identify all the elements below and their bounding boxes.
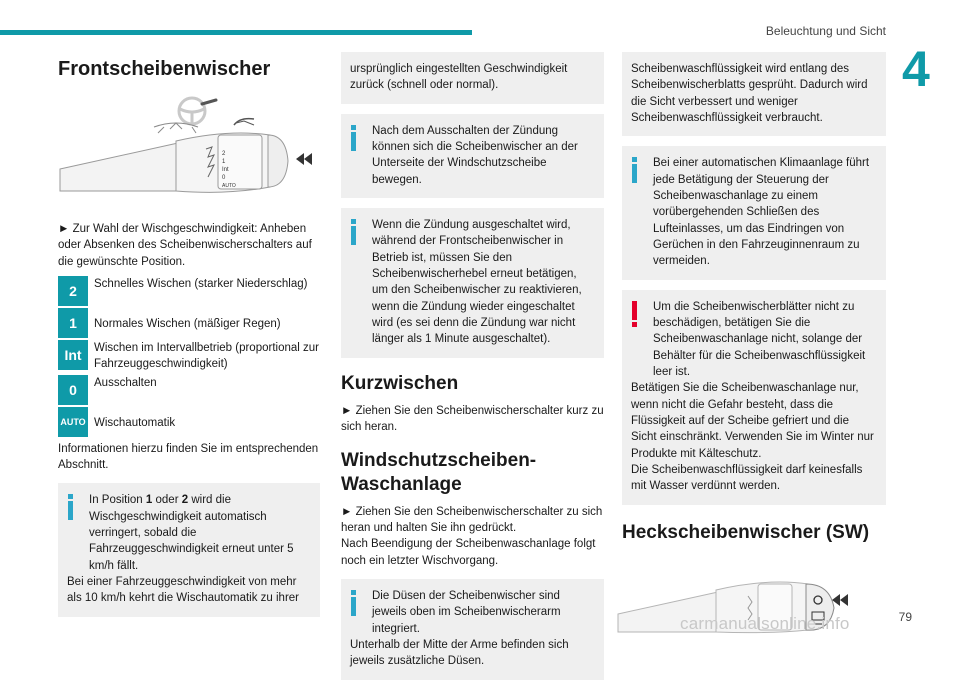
section-title-waschanlage: Windschutzscheiben-Waschanlage [341, 450, 537, 495]
page-number: 79 [898, 610, 912, 624]
info-icon [350, 219, 358, 245]
badge-int: Int [58, 340, 88, 370]
wiper-stalk-drawing [58, 91, 320, 211]
badge-2: 2 [58, 276, 88, 306]
legend-row-int [58, 340, 320, 373]
column-1 [58, 52, 320, 627]
info-icon [350, 125, 358, 151]
legend-row-auto [58, 407, 320, 437]
badge-0: 0 [58, 375, 88, 405]
warning-icon [631, 301, 639, 327]
warning-text: Um die Scheibenwischerblätter nicht zu beschädigen, betätigen Sie die Scheibenwaschanlage nicht, solange der Behälter für die Scheibenwaschflüssigkeit leer ist. [653, 300, 866, 378]
note-text: Die Düsen der Scheibenwischer sind jeweils oben im Scheibenwischerarm integriert. [372, 590, 561, 635]
note-text: ursprünglich eingestellten Geschwindigkeit zurück (schnell oder normal). [350, 63, 568, 92]
section-title-heckscheibenwischer: Heckscheibenwischer (SW) [622, 521, 870, 543]
note-text: In Position [89, 494, 146, 507]
info-icon [350, 590, 358, 616]
legend-text-auto: Wischautomatik [94, 416, 176, 429]
info-icon [631, 157, 639, 183]
header-accent-bar [0, 30, 472, 35]
note-continued [341, 52, 604, 104]
column-3 [622, 52, 886, 639]
info-text: Informationen hierzu finden Sie im entsprechenden Abschnitt. [58, 442, 319, 471]
note-nozzles [341, 579, 604, 680]
legend-row-2 [58, 276, 320, 306]
switch-label-0: 0 [222, 175, 226, 181]
note-text-line2: Bei einer Fahrzeuggeschwindigkeit von mehr als 10 km/h kehrt die Wischautomatik zu ihrer [67, 575, 300, 605]
intro-text: ► Zur Wahl der Wischgeschwindigkeit: Anheben oder Absenken des Scheibenwischerschalters auf die gewünschte Position. [58, 223, 312, 268]
note-speed [58, 483, 320, 616]
switch-label-auto: AUTO [222, 183, 236, 189]
note-text: wird die Wischgeschwindigkeit automatisch verringert, sobald die Fahrzeuggeschwindigkeit erneut unter 5 km/h fällt. [89, 494, 294, 572]
legend-text-1: Normales Wischen (mäßiger Regen) [94, 317, 281, 330]
note-spray [622, 52, 886, 136]
badge-1: 1 [58, 308, 88, 338]
column-2 [341, 52, 604, 690]
waschanlage-text-1: ► Ziehen Sie den Scheibenwischerschalter zu sich heran und halten Sie ihn gedrückt. [341, 505, 603, 535]
section-title-frontscheibenwischer: Frontscheibenwischer [58, 58, 271, 80]
legend-text-int: Wischen im Intervallbetrieb (proportional zur Fahrzeuggeschwindigkeit) [94, 341, 319, 371]
switch-label-2: 2 [222, 151, 226, 157]
note-text: Scheibenwaschflüssigkeit wird entlang des Scheibenwischerblatts gesprüht. Dadurch wird die Sicht verbessert und weniger Scheibenwaschflüssigkeit verbraucht. [631, 63, 868, 124]
note-text: Nach dem Ausschalten der Zündung können sich die Scheibenwischer an der Unterseite der Windschutzscheibe bewegen. [372, 124, 578, 186]
legend-row-0 [58, 375, 320, 405]
warning-text-2: Betätigen Sie die Scheibenwaschanlage nur, wenn nicht die Gefahr besteht, dass die Flüssigkeit auf der Scheibe gefriert und die Sicht einschränkt. Verwenden Sie im Winter nur Produkte mit Kälteschutz. [631, 382, 874, 460]
kurzwischen-text: ► Ziehen Sie den Scheibenwischerschalter kurz zu sich heran. [341, 404, 604, 434]
legend-text-2: Schnelles Wischen (starker Niederschlag) [94, 277, 308, 290]
switch-label-1: 1 [222, 159, 226, 165]
warning-washer [622, 290, 886, 505]
note-bold-1: 1 [145, 494, 153, 507]
chapter-number: 4 [902, 41, 930, 97]
info-icon [67, 494, 75, 520]
wiper-position-legend [58, 276, 320, 437]
waschanlage-text-2: Nach Beendigung der Scheibenwaschanlage folgt noch ein letzter Wischvorgang. [341, 538, 596, 567]
section-title-kurzwischen: Kurzwischen [341, 372, 459, 394]
note-ignition-off [341, 114, 604, 198]
note-text: Bei einer automatischen Klimaanlage führt jede Betätigung der Steuerung der Scheibenwaschanlage zu einem vorübergehenden Schließen des Lufteinlasses, um das Eindringen von Gerüchen in den Fahrzeuginnenraum zu vermeiden. [653, 157, 870, 268]
watermark-text: carmanualsonline.info [680, 614, 850, 633]
badge-auto: AUTO [58, 407, 88, 437]
warning-text-3: Die Scheibenwaschflüssigkeit darf keinesfalls mit Wasser verdünnt werden. [631, 463, 863, 493]
note-text: oder [152, 494, 182, 507]
note-text: Wenn die Zündung ausgeschaltet wird, während der Frontscheibenwischer in Betrieb ist, müssen Sie den Scheibenwischerhebel erneut betätigen, um den Scheibenwischer zu reaktivieren, wenn die Zündung wieder eingeschaltet wird (es sei denn die Zündung war nicht länger als 1 Minute ausgeschaltet). [372, 218, 582, 346]
section-header-title: Beleuchtung und Sicht [765, 24, 886, 38]
legend-text-0: Ausschalten [94, 376, 157, 389]
legend-row-1 [58, 308, 320, 338]
note-reactivate [341, 208, 604, 358]
note-bold-2: 2 [181, 494, 189, 507]
note-climate [622, 146, 886, 279]
switch-label-int: Int [222, 167, 229, 173]
note-text-line2: Unterhalb der Mitte der Arme befinden sich jeweils zusätzliche Düsen. [350, 639, 569, 668]
wiper-stalk-illustration [58, 91, 320, 211]
